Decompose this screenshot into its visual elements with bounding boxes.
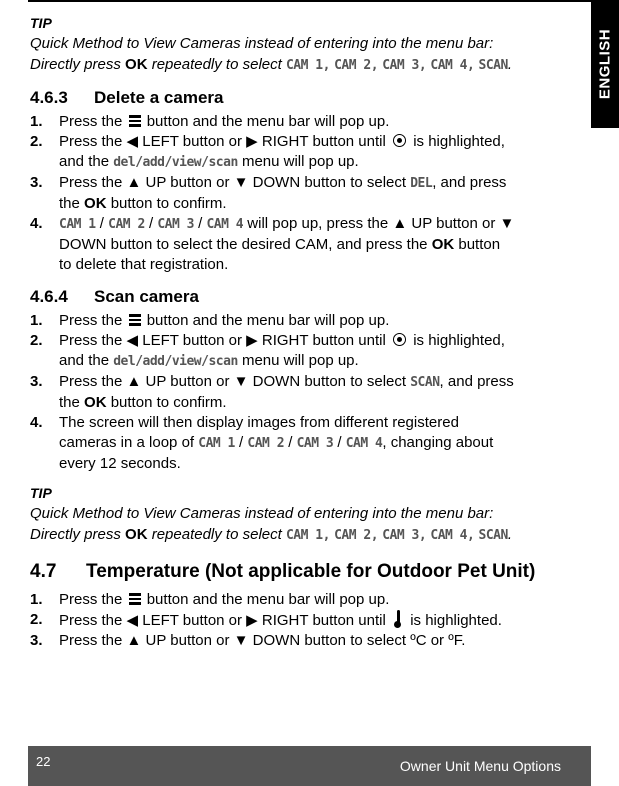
lcd-cam3: CAM 3, [382, 58, 427, 73]
lcd-cam1: CAM 1, [285, 58, 330, 73]
ok-key: OK [84, 195, 107, 212]
ok-key: OK [84, 394, 107, 411]
step: 2. Press the ◀ LEFT button or ▶ RIGHT button until is highlighted, and the del/add/view/scan menu will pop up. [30, 133, 505, 170]
tip-title: TIP [30, 15, 52, 31]
step: 1. Press the button and the menu bar will pop up. [30, 113, 390, 130]
page-footer [28, 746, 591, 786]
menu-icon [129, 115, 141, 127]
lcd-menu-options: del/add/view/scan [113, 155, 238, 170]
step: 3. Press the ▲ UP button or ▼ DOWN button to select DEL, and press the OK button to confirm. [30, 174, 507, 212]
language-tab [591, 0, 619, 128]
step: 2. Press the ◀ LEFT button or ▶ RIGHT button until is highlighted, and the del/add/view/scan menu will pop up. [30, 332, 505, 369]
step: 2. Press the ◀ LEFT button or ▶ RIGHT button until is highlighted. [30, 611, 502, 629]
tip-line: Directly press OK repeatedly to select CAM 1, CAM 2, CAM 3, CAM 4, SCAN. [30, 56, 512, 73]
tip-line: Directly press OK repeatedly to select CAM 1, CAM 2, CAM 3, CAM 4, SCAN. [30, 526, 512, 543]
tip-title: TIP [30, 485, 52, 501]
section-heading: 4.6.3 Delete a camera [30, 88, 224, 107]
camera-target-icon [393, 134, 406, 147]
thermometer-icon [394, 610, 402, 628]
tip-line: Quick Method to View Cameras instead of entering into the menu bar: [30, 505, 494, 522]
menu-icon [129, 314, 141, 326]
top-rule [28, 0, 591, 2]
ok-key: OK [125, 526, 148, 543]
tip-block [30, 14, 588, 76]
ok-key: OK [125, 56, 148, 73]
step: 1. Press the button and the menu bar will pop up. [30, 312, 390, 329]
tip-line: Quick Method to View Cameras instead of entering into the menu bar: [30, 35, 494, 52]
step: 3. Press the ▲ UP button or ▼ DOWN button to select ºC or ºF. [30, 632, 466, 649]
ok-key: OK [431, 236, 455, 253]
menu-icon [129, 593, 141, 605]
lcd-scan: SCAN [478, 58, 508, 73]
step: 4. The screen will then display images from different registered cameras in a loop of CAM 1 / CAM 2 / CAM 3 / CAM 4, changing about every 12 seconds. [30, 414, 494, 472]
lcd-scan: SCAN [410, 375, 440, 390]
lcd-del: DEL [410, 176, 433, 191]
step: 1. Press the button and the menu bar will pop up. [30, 591, 390, 608]
lcd-cam4: CAM 4, [430, 58, 475, 73]
page-content [30, 14, 588, 651]
step: 3. Press the ▲ UP button or ▼ DOWN button to select SCAN, and press the OK button to confirm. [30, 373, 514, 411]
lcd-menu-options: del/add/view/scan [113, 354, 238, 369]
lcd-scan: SCAN [478, 528, 508, 543]
lcd-cam2: CAM 2, [334, 58, 379, 73]
camera-target-icon [393, 333, 406, 346]
page-number: 22 [36, 754, 51, 769]
section-heading: 4.6.4 Scan camera [30, 287, 199, 306]
tip-block [30, 484, 588, 546]
language-tab-label: ENGLISH [596, 28, 614, 100]
step: 4. CAM 1 / CAM 2 / CAM 3 / CAM 4 will pop up, press the ▲ UP button or ▼ DOWN button to select the desired CAM, and press the OK button to delete that registration. [30, 215, 515, 273]
footer-title: Owner Unit Menu Options [399, 758, 561, 774]
section-heading: 4.7 Temperature (Not applicable for Outdoor Pet Unit) [30, 561, 536, 582]
